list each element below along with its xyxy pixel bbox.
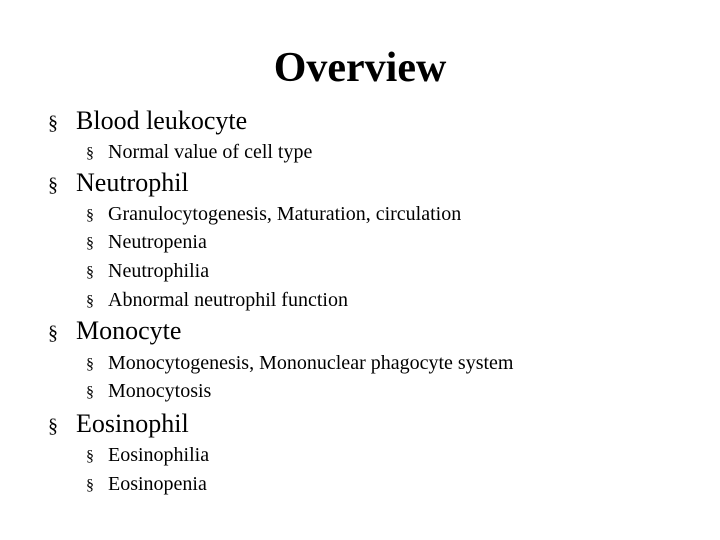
bullet-marker: § — [48, 174, 58, 196]
bullet-marker: § — [86, 384, 94, 401]
list-item — [86, 473, 207, 496]
list-item-label: Neutropenia — [108, 231, 207, 253]
list-item-label: Monocytosis — [108, 380, 212, 402]
bullet-marker: § — [86, 235, 94, 252]
bullet-marker: § — [86, 293, 94, 310]
list-item-label: Granulocytogenesis, Maturation, circulation — [108, 203, 462, 225]
list-item-label: Eosinophilia — [108, 444, 210, 466]
section-heading-neutrophil — [48, 168, 189, 198]
list-item-label: Abnormal neutrophil function — [108, 289, 348, 311]
list-item — [86, 444, 209, 467]
list-item — [86, 260, 209, 283]
section-heading-eosinophil — [48, 409, 189, 439]
list-item — [86, 289, 348, 312]
list-item-label: Monocytogenesis, Mononuclear phagocyte system — [108, 352, 514, 374]
section-heading-monocyte — [48, 316, 181, 346]
slide-title: Overview — [273, 45, 447, 91]
section-heading-blood-leukocyte — [48, 106, 247, 136]
list-item — [86, 380, 211, 403]
list-item — [86, 352, 513, 375]
bullet-marker: § — [48, 415, 58, 437]
bullet-marker: § — [86, 145, 94, 162]
list-item — [86, 203, 461, 226]
section-heading-label: Blood leukocyte — [76, 106, 248, 135]
list-item — [86, 141, 312, 164]
bullet-marker: § — [86, 207, 94, 224]
bullet-marker: § — [86, 448, 94, 465]
list-item — [86, 231, 207, 254]
section-heading-label: Monocyte — [76, 316, 182, 345]
list-item-label: Normal value of cell type — [108, 141, 313, 163]
bullet-marker: § — [48, 112, 58, 134]
bullet-marker: § — [86, 356, 94, 373]
section-heading-label: Eosinophil — [76, 409, 189, 438]
list-item-label: Eosinopenia — [108, 473, 207, 495]
bullet-marker: § — [86, 264, 94, 281]
list-item-label: Neutrophilia — [108, 260, 210, 282]
bullet-marker: § — [48, 322, 58, 344]
bullet-marker: § — [86, 477, 94, 494]
section-heading-label: Neutrophil — [76, 168, 189, 197]
